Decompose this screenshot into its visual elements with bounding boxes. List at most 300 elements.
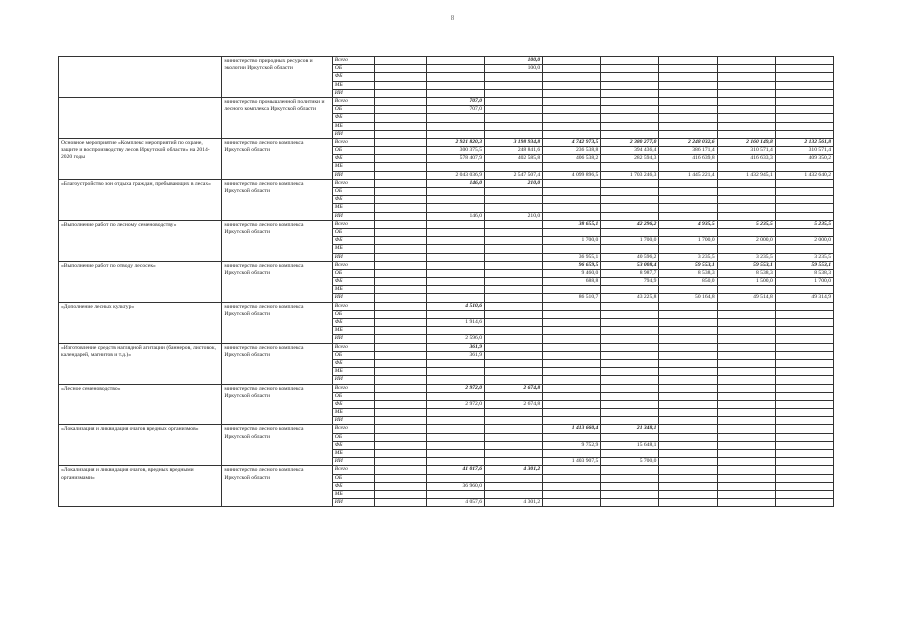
- funding-source: Всего: [332, 466, 374, 474]
- amount-cell: [543, 368, 601, 376]
- amount-cell: [543, 65, 601, 73]
- amount-cell: [659, 204, 717, 212]
- amount-cell: [717, 466, 775, 474]
- page-number: 8: [450, 14, 455, 22]
- amount-cell: [717, 499, 775, 507]
- amount-cell: [775, 196, 833, 204]
- amount-cell: [601, 106, 659, 114]
- amount-cell: [426, 122, 484, 130]
- amount-cell: [485, 490, 543, 498]
- amount-cell: 707,0: [426, 97, 484, 105]
- amount-cell: [717, 57, 775, 65]
- amount-cell: 4 301,2: [485, 499, 543, 507]
- amount-cell: 1 703 246,3: [601, 171, 659, 179]
- amount-cell: [543, 384, 601, 392]
- funding-source: ИИ: [332, 376, 374, 384]
- amount-cell: [717, 89, 775, 97]
- amount-cell: [717, 73, 775, 81]
- amount-cell: 2 674,8: [485, 400, 543, 408]
- amount-cell: [543, 188, 601, 196]
- amount-cell: [485, 294, 543, 302]
- amount-cell: 236 538,8: [543, 147, 601, 155]
- table-row: [59, 302, 834, 310]
- amount-cell: [543, 351, 601, 359]
- funding-source: МБ: [332, 327, 374, 335]
- amount-cell: [659, 335, 717, 343]
- amount-cell: [717, 433, 775, 441]
- amount-cell: 248 841,6: [485, 147, 543, 155]
- amount-cell: [601, 376, 659, 384]
- amount-cell: 50 164,8: [659, 294, 717, 302]
- amount-cell: [601, 204, 659, 212]
- executor-name: министерство лесного комплекса Иркутской области: [222, 384, 332, 425]
- amount-cell: [659, 482, 717, 490]
- amount-cell: [717, 114, 775, 122]
- amount-cell: 210,0: [485, 179, 543, 187]
- amount-cell: [775, 433, 833, 441]
- amount-cell: [775, 400, 833, 408]
- funding-source: МБ: [332, 163, 374, 171]
- amount-cell: [374, 409, 426, 417]
- amount-cell: [717, 179, 775, 187]
- amount-cell: [659, 196, 717, 204]
- amount-cell: [601, 163, 659, 171]
- amount-cell: [659, 458, 717, 466]
- amount-cell: [374, 294, 426, 302]
- amount-cell: [717, 482, 775, 490]
- amount-cell: [601, 89, 659, 97]
- amount-cell: [374, 458, 426, 466]
- amount-cell: [659, 122, 717, 130]
- amount-cell: [601, 212, 659, 220]
- amount-cell: [485, 327, 543, 335]
- amount-cell: [374, 450, 426, 458]
- amount-cell: [374, 106, 426, 114]
- funding-source: ИИ: [332, 171, 374, 179]
- amount-cell: [601, 409, 659, 417]
- funding-source: ОБ: [332, 65, 374, 73]
- amount-cell: [659, 351, 717, 359]
- amount-cell: [601, 392, 659, 400]
- table-row: [59, 466, 834, 474]
- funding-source: ОБ: [332, 228, 374, 236]
- amount-cell: [543, 335, 601, 343]
- amount-cell: 2 160 149,8: [717, 138, 775, 146]
- amount-cell: [717, 417, 775, 425]
- amount-cell: [659, 130, 717, 138]
- funding-source: ОБ: [332, 188, 374, 196]
- amount-cell: [775, 474, 833, 482]
- amount-cell: [543, 73, 601, 81]
- amount-cell: [374, 196, 426, 204]
- amount-cell: [601, 400, 659, 408]
- amount-cell: [374, 384, 426, 392]
- amount-cell: [485, 368, 543, 376]
- funding-table: [58, 56, 834, 507]
- amount-cell: [426, 269, 484, 277]
- funding-source: ОБ: [332, 147, 374, 155]
- amount-cell: 59 553,1: [659, 261, 717, 269]
- amount-cell: [659, 81, 717, 89]
- amount-cell: [717, 122, 775, 130]
- amount-cell: 2 043 036,9: [426, 171, 484, 179]
- amount-cell: [601, 196, 659, 204]
- amount-cell: [426, 114, 484, 122]
- funding-source: ИИ: [332, 335, 374, 343]
- amount-cell: [717, 351, 775, 359]
- amount-cell: [485, 122, 543, 130]
- amount-cell: [775, 286, 833, 294]
- amount-cell: [543, 450, 601, 458]
- amount-cell: [717, 310, 775, 318]
- amount-cell: [775, 351, 833, 359]
- amount-cell: [659, 97, 717, 105]
- amount-cell: [717, 286, 775, 294]
- amount-cell: [659, 474, 717, 482]
- amount-cell: 86 510,7: [543, 294, 601, 302]
- amount-cell: [426, 286, 484, 294]
- amount-cell: [775, 228, 833, 236]
- amount-cell: [775, 163, 833, 171]
- amount-cell: 1 700,0: [775, 278, 833, 286]
- amount-cell: [717, 65, 775, 73]
- amount-cell: [775, 204, 833, 212]
- amount-cell: [659, 392, 717, 400]
- amount-cell: [543, 106, 601, 114]
- amount-cell: 36 955,1: [543, 253, 601, 261]
- amount-cell: [717, 97, 775, 105]
- amount-cell: [659, 433, 717, 441]
- amount-cell: [659, 188, 717, 196]
- amount-cell: 4 742 973,5: [543, 138, 601, 146]
- amount-cell: 42 296,2: [601, 220, 659, 228]
- amount-cell: [485, 130, 543, 138]
- amount-cell: [717, 196, 775, 204]
- amount-cell: [543, 196, 601, 204]
- amount-cell: [659, 400, 717, 408]
- amount-cell: 8 987,7: [601, 269, 659, 277]
- amount-cell: [374, 73, 426, 81]
- amount-cell: [717, 81, 775, 89]
- amount-cell: [426, 310, 484, 318]
- amount-cell: 59 553,1: [717, 261, 775, 269]
- amount-cell: [601, 319, 659, 327]
- amount-cell: 300 375,5: [426, 147, 484, 155]
- amount-cell: [775, 441, 833, 449]
- amount-cell: 2 547 507,4: [485, 171, 543, 179]
- amount-cell: [775, 359, 833, 367]
- amount-cell: [426, 130, 484, 138]
- amount-cell: [374, 327, 426, 335]
- amount-cell: 5 235,5: [775, 220, 833, 228]
- amount-cell: [543, 409, 601, 417]
- funding-source: ИИ: [332, 294, 374, 302]
- amount-cell: 21 348,1: [601, 425, 659, 433]
- amount-cell: [601, 384, 659, 392]
- amount-cell: [426, 490, 484, 498]
- amount-cell: [601, 57, 659, 65]
- amount-cell: [426, 188, 484, 196]
- funding-source: МБ: [332, 490, 374, 498]
- executor-name: министерство лесного комплекса Иркутской области: [222, 302, 332, 343]
- amount-cell: [775, 310, 833, 318]
- amount-cell: [659, 441, 717, 449]
- amount-cell: [374, 392, 426, 400]
- funding-source: Всего: [332, 57, 374, 65]
- executor-name: министерство лесного комплекса Иркутской области: [222, 425, 332, 466]
- amount-cell: [775, 302, 833, 310]
- amount-cell: 146,0: [426, 212, 484, 220]
- funding-source: ФБ: [332, 114, 374, 122]
- amount-cell: 5 700,0: [601, 458, 659, 466]
- table-row: [59, 343, 834, 351]
- amount-cell: [426, 458, 484, 466]
- amount-cell: [485, 220, 543, 228]
- amount-cell: [374, 138, 426, 146]
- amount-cell: [775, 130, 833, 138]
- funding-source: ФБ: [332, 359, 374, 367]
- funding-source: ФБ: [332, 237, 374, 245]
- amount-cell: 8 538,3: [775, 269, 833, 277]
- funding-source: ИИ: [332, 253, 374, 261]
- funding-source: МБ: [332, 286, 374, 294]
- amount-cell: [485, 335, 543, 343]
- amount-cell: [374, 343, 426, 351]
- funding-source: ФБ: [332, 196, 374, 204]
- amount-cell: [374, 278, 426, 286]
- executor-name: министерство лесного комплекса Иркутской области: [222, 220, 332, 261]
- amount-cell: [659, 368, 717, 376]
- amount-cell: [601, 474, 659, 482]
- amount-cell: [374, 81, 426, 89]
- amount-cell: [659, 179, 717, 187]
- amount-cell: [601, 359, 659, 367]
- amount-cell: 282 594,3: [601, 155, 659, 163]
- amount-cell: [426, 294, 484, 302]
- amount-cell: [717, 212, 775, 220]
- amount-cell: 2 000,0: [775, 237, 833, 245]
- amount-cell: [659, 327, 717, 335]
- amount-cell: 394 436,4: [601, 147, 659, 155]
- amount-cell: [775, 425, 833, 433]
- amount-cell: [659, 286, 717, 294]
- amount-cell: [374, 57, 426, 65]
- amount-cell: [601, 490, 659, 498]
- amount-cell: [485, 106, 543, 114]
- amount-cell: [775, 81, 833, 89]
- amount-cell: [374, 425, 426, 433]
- amount-cell: [485, 97, 543, 105]
- amount-cell: 402 585,8: [485, 155, 543, 163]
- amount-cell: [485, 204, 543, 212]
- amount-cell: [659, 57, 717, 65]
- amount-cell: [374, 499, 426, 507]
- amount-cell: [775, 122, 833, 130]
- amount-cell: [485, 433, 543, 441]
- amount-cell: [717, 450, 775, 458]
- amount-cell: [374, 237, 426, 245]
- amount-cell: [601, 343, 659, 351]
- amount-cell: [426, 163, 484, 171]
- funding-source: Всего: [332, 261, 374, 269]
- amount-cell: [374, 417, 426, 425]
- amount-cell: [543, 286, 601, 294]
- amount-cell: [374, 114, 426, 122]
- amount-cell: [717, 409, 775, 417]
- event-name: «Выполнение работ по лесному семеноводству»: [59, 220, 222, 261]
- amount-cell: [543, 204, 601, 212]
- amount-cell: [374, 269, 426, 277]
- amount-cell: [601, 327, 659, 335]
- amount-cell: [485, 474, 543, 482]
- amount-cell: [775, 499, 833, 507]
- funding-source: ОБ: [332, 433, 374, 441]
- amount-cell: [717, 490, 775, 498]
- amount-cell: [601, 73, 659, 81]
- amount-cell: [775, 319, 833, 327]
- amount-cell: [374, 97, 426, 105]
- amount-cell: [426, 237, 484, 245]
- amount-cell: [543, 466, 601, 474]
- funding-source: МБ: [332, 204, 374, 212]
- amount-cell: [543, 81, 601, 89]
- funding-source: ИИ: [332, 89, 374, 97]
- amount-cell: [543, 376, 601, 384]
- amount-cell: [775, 458, 833, 466]
- amount-cell: 100,0: [485, 65, 543, 73]
- amount-cell: [485, 450, 543, 458]
- funding-source: ФБ: [332, 155, 374, 163]
- amount-cell: 9 752,9: [543, 441, 601, 449]
- amount-cell: [374, 253, 426, 261]
- funding-source: МБ: [332, 450, 374, 458]
- amount-cell: [485, 425, 543, 433]
- amount-cell: [775, 97, 833, 105]
- amount-cell: [775, 65, 833, 73]
- amount-cell: [543, 122, 601, 130]
- amount-cell: [717, 343, 775, 351]
- amount-cell: 43 225,8: [601, 294, 659, 302]
- amount-cell: [659, 343, 717, 351]
- amount-cell: [374, 376, 426, 384]
- funding-source: Всего: [332, 343, 374, 351]
- amount-cell: [426, 392, 484, 400]
- amount-cell: [717, 106, 775, 114]
- amount-cell: [485, 319, 543, 327]
- amount-cell: [659, 359, 717, 367]
- funding-source: МБ: [332, 122, 374, 130]
- table-row: [59, 179, 834, 187]
- amount-cell: [543, 57, 601, 65]
- amount-cell: [659, 302, 717, 310]
- amount-cell: [717, 368, 775, 376]
- amount-cell: [601, 466, 659, 474]
- funding-source: ОБ: [332, 392, 374, 400]
- amount-cell: [374, 122, 426, 130]
- event-name: «Локализация и ликвидация очагов, вредных вредными организмами»: [59, 466, 222, 507]
- amount-cell: [717, 384, 775, 392]
- amount-cell: [601, 368, 659, 376]
- amount-cell: [659, 384, 717, 392]
- amount-cell: [374, 482, 426, 490]
- amount-cell: 49 514,8: [717, 294, 775, 302]
- amount-cell: [659, 310, 717, 318]
- funding-source: Всего: [332, 425, 374, 433]
- amount-cell: [485, 237, 543, 245]
- amount-cell: 3 235,5: [659, 253, 717, 261]
- amount-cell: 36 960,0: [426, 482, 484, 490]
- amount-cell: [374, 490, 426, 498]
- amount-cell: [374, 147, 426, 155]
- amount-cell: [426, 368, 484, 376]
- amount-cell: [374, 155, 426, 163]
- amount-cell: 707,0: [426, 106, 484, 114]
- event-name: [59, 97, 222, 138]
- amount-cell: [543, 482, 601, 490]
- funding-source: ФБ: [332, 73, 374, 81]
- amount-cell: 2 000,0: [717, 237, 775, 245]
- amount-cell: [374, 319, 426, 327]
- funding-source: ИИ: [332, 130, 374, 138]
- table-row: [59, 97, 834, 105]
- amount-cell: 1 413 660,4: [543, 425, 601, 433]
- amount-cell: [485, 89, 543, 97]
- amount-cell: [659, 89, 717, 97]
- event-name: «Выполнение работ по отводу лесосек»: [59, 261, 222, 302]
- amount-cell: [775, 327, 833, 335]
- amount-cell: [775, 490, 833, 498]
- amount-cell: [374, 368, 426, 376]
- amount-cell: [601, 188, 659, 196]
- funding-source: ИИ: [332, 499, 374, 507]
- amount-cell: 310 571,4: [717, 147, 775, 155]
- amount-cell: [775, 335, 833, 343]
- amount-cell: [374, 171, 426, 179]
- amount-cell: [426, 57, 484, 65]
- amount-cell: [659, 409, 717, 417]
- amount-cell: [601, 351, 659, 359]
- amount-cell: [717, 425, 775, 433]
- amount-cell: [601, 417, 659, 425]
- amount-cell: [374, 351, 426, 359]
- amount-cell: 1 700,0: [543, 237, 601, 245]
- amount-cell: [426, 81, 484, 89]
- amount-cell: [543, 130, 601, 138]
- amount-cell: [717, 163, 775, 171]
- amount-cell: [485, 359, 543, 367]
- funding-source: МБ: [332, 245, 374, 253]
- amount-cell: [601, 114, 659, 122]
- amount-cell: 416 639,8: [659, 155, 717, 163]
- amount-cell: [601, 130, 659, 138]
- amount-cell: 3 235,5: [717, 253, 775, 261]
- amount-cell: [601, 450, 659, 458]
- table-row: [59, 138, 834, 146]
- amount-cell: [601, 310, 659, 318]
- amount-cell: [601, 122, 659, 130]
- amount-cell: [374, 212, 426, 220]
- amount-cell: [426, 417, 484, 425]
- executor-name: министерство лесного комплекса Иркутской области: [222, 343, 332, 384]
- funding-source: ОБ: [332, 351, 374, 359]
- amount-cell: [601, 302, 659, 310]
- amount-cell: 406 538,2: [543, 155, 601, 163]
- amount-cell: 59 553,1: [775, 261, 833, 269]
- amount-cell: [543, 212, 601, 220]
- amount-cell: 1 700,0: [601, 237, 659, 245]
- amount-cell: [717, 441, 775, 449]
- amount-cell: [485, 269, 543, 277]
